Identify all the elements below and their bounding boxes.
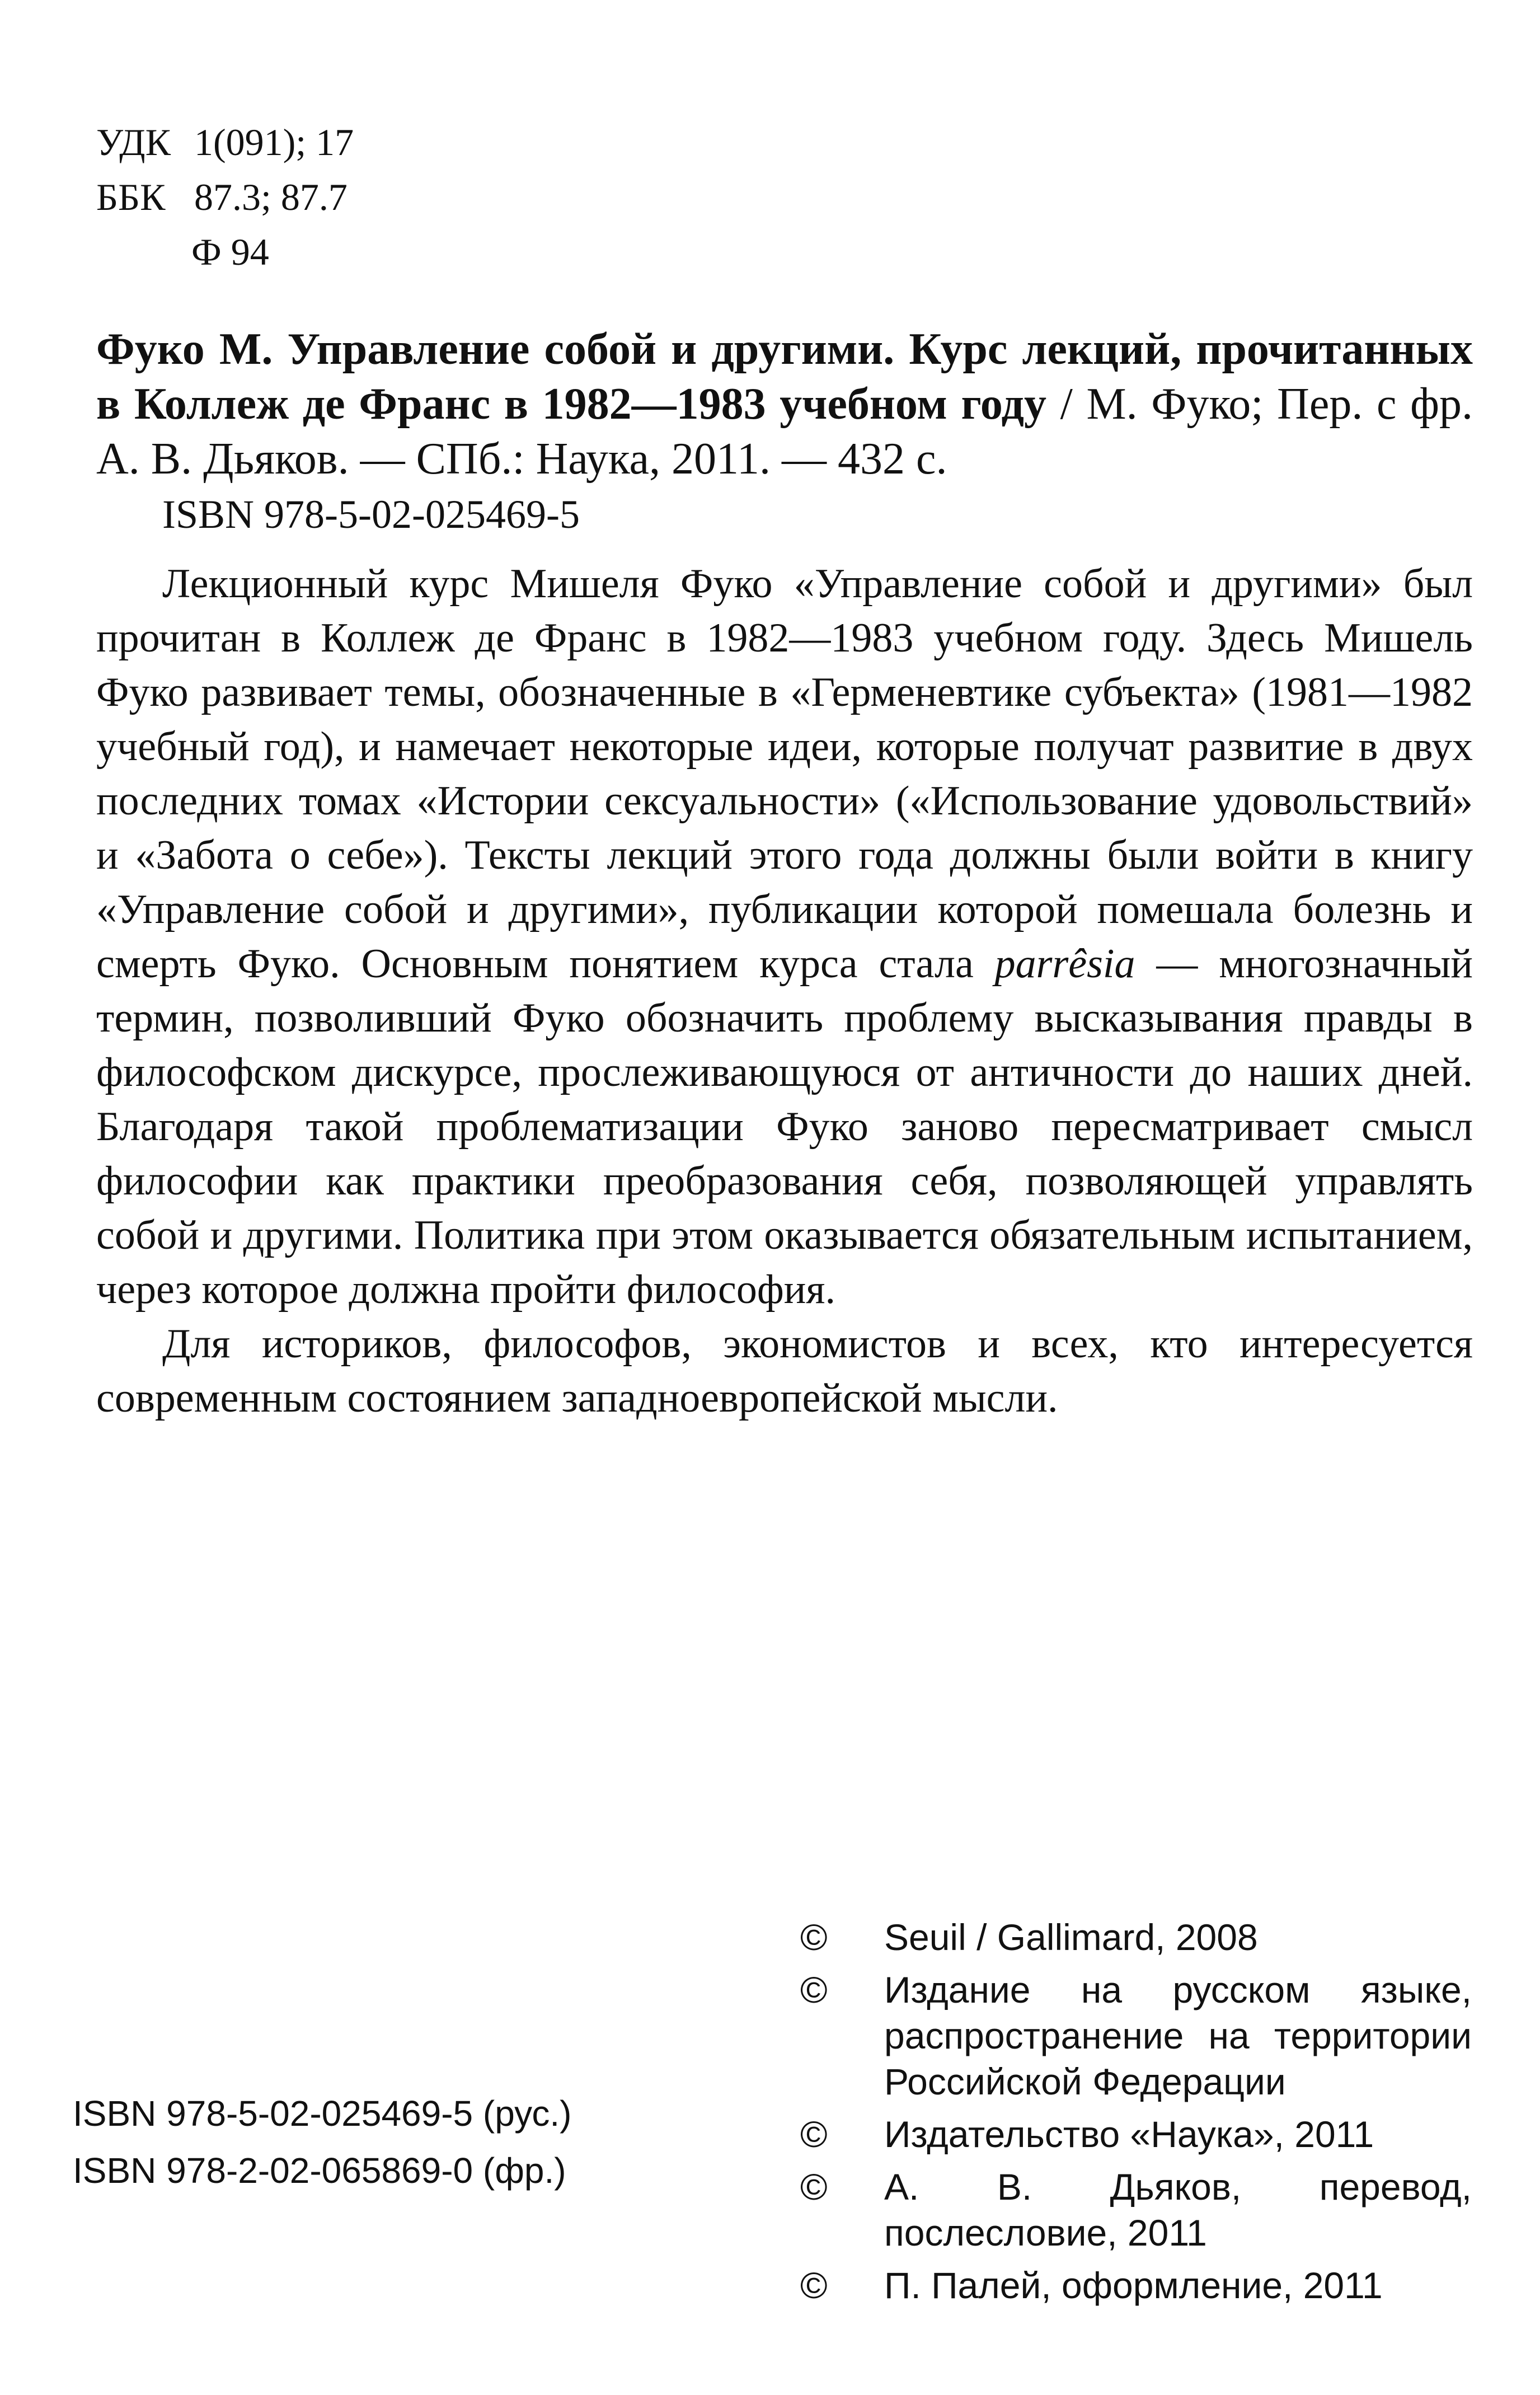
copyright-text: П. Палей, оформление, 2011: [884, 2265, 1383, 2306]
classification-codes: [96, 115, 354, 279]
copyright-item: [800, 2262, 1472, 2308]
author-mark: Ф 94: [191, 231, 269, 273]
bibliographic-record: [96, 322, 1473, 486]
author-mark-row: [96, 224, 354, 279]
audience-paragraph: Для историков, философов, экономистов и всех, кто интересуется современным состоянием западноевропейской мысли.: [96, 1321, 1473, 1421]
copyright-item: [800, 1914, 1472, 1960]
copyright-symbol: ©: [800, 1916, 828, 1958]
copyright-text: Издательство «Наука», 2011: [884, 2113, 1374, 2155]
bibliographic-rest: / М. Фуко; Пер. с фр. А. В. Дьяков. — СПб.: Наука, 2011. — 432 с.: [96, 379, 1473, 484]
copyright-text: Seuil / Gallimard, 2008: [884, 1916, 1258, 1958]
copyright-text: А. В. Дьяков, перевод, послесловие, 2011: [884, 2166, 1472, 2253]
isbn-list: [73, 2085, 571, 2199]
copyright-item: [800, 1967, 1472, 2105]
copyright-symbol: ©: [800, 2265, 828, 2306]
copyright-item: [800, 2111, 1472, 2157]
copyright-symbol: ©: [800, 1969, 828, 2010]
abstract-paragraph: [96, 557, 1473, 1317]
copyright-item: [800, 2164, 1472, 2256]
copyright-text: Издание на русском языке, распространение на территории Российской Федерации: [884, 1969, 1472, 2102]
bibliographic-author-title: Фуко М. Управление собой и другими. Курс лекций, прочитанных в Коллеж де Франс в 1982—1983 учебном году: [96, 325, 1473, 429]
abstract-text-end: — многозначный термин, позволивший Фуко обозначить проблему высказывания правды в философском дискурсе, прослеживающуюся от античности до наших дней. Благодаря такой проблематизации Фуко заново пересматривает смысл философии как практики преобразования себя, позволяющей управлять собой и другими. Политика при этом оказывается обязательным испытанием, через которое должна пройти философия.: [96, 941, 1473, 1313]
copyright-symbol: ©: [800, 2166, 828, 2207]
bbk-row: [96, 170, 354, 224]
abstract-term: parrêsia: [994, 941, 1135, 987]
copyright-list: [800, 1914, 1472, 2315]
udk-value: 1(091); 17: [194, 121, 354, 163]
isbn-russian: ISBN 978-5-02-025469-5 (рус.): [73, 2093, 572, 2134]
isbn-main: ISBN 978-5-02-025469-5: [162, 492, 580, 537]
bbk-value: 87.3; 87.7: [194, 176, 348, 218]
udk-label: УДК: [96, 121, 171, 163]
bbk-label: ББК: [96, 176, 166, 218]
isbn-french: ISBN 978-2-02-065869-0 (фр.): [73, 2150, 566, 2191]
abstract-text-start: Лекционный курс Мишеля Фуко «Управление собой и другими» был прочитан в Коллеж де Франс в 1982—1983 учебном году. Здесь Мишель Фуко развивает темы, обозначенные в «Герменевтике субъекта» (1981—1982 учебный год), и намечает некоторые идеи, которые получат развитие в двух последних томах «Истории сексуальности» («Использование удовольствий» и «Забота о себе»). Тексты лекций этого года должны были войти в книгу «Управление собой и другими», публикации которой помешала болезнь и смерть Фуко. Основным понятием курса стала: [96, 561, 1473, 987]
abstract: [96, 557, 1473, 1426]
udk-row: [96, 115, 354, 170]
copyright-symbol: ©: [800, 2113, 828, 2155]
